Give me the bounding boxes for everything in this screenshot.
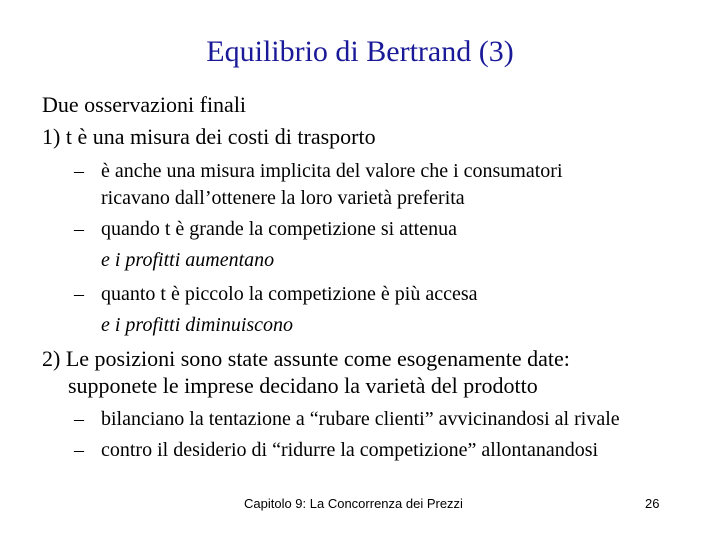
bullet-3-line-1: quanto t è piccolo la competizione è più accesa — [101, 283, 478, 305]
slide-title: Equilibrio di Bertrand (3) — [206, 35, 514, 68]
bullet-3-italic-line: e i profitti diminuiscono — [101, 314, 294, 336]
bullet-dash: – — [74, 218, 84, 240]
point-2-heading-line-2: supponete le imprese decidano la varietà del prodotto — [68, 373, 538, 398]
bullet-dash: – — [74, 408, 84, 430]
bullet-1-line-1: è anche una misura implicita del valore che i consumatori — [101, 160, 563, 182]
bullet-dash: – — [74, 439, 84, 461]
point-2-bullet-2: contro il desiderio di “ridurre la competizione” allontanandosi — [101, 439, 599, 461]
point-1-heading: 1) t è una misura dei costi di trasporto — [42, 124, 376, 149]
bullet-2-italic-line: e i profitti aumentano — [101, 249, 275, 271]
point-2-heading-line-1: 2) Le posizioni sono state assunte come esogenamente date: — [42, 346, 570, 371]
point-2-bullet-1: bilanciano la tentazione a “rubare clienti” avvicinandosi al rivale — [101, 408, 620, 430]
bullet-1-line-2: ricavano dall’ottenere la loro varietà preferita — [101, 187, 465, 209]
bullet-dash: – — [74, 160, 84, 182]
page-number: 26 — [645, 496, 660, 511]
footer-chapter: Capitolo 9: La Concorrenza dei Prezzi — [244, 496, 463, 511]
bullet-2-line-1: quando t è grande la competizione si attenua — [101, 218, 457, 240]
intro-text: Due osservazioni finali — [42, 92, 247, 117]
bullet-dash: – — [74, 283, 84, 305]
